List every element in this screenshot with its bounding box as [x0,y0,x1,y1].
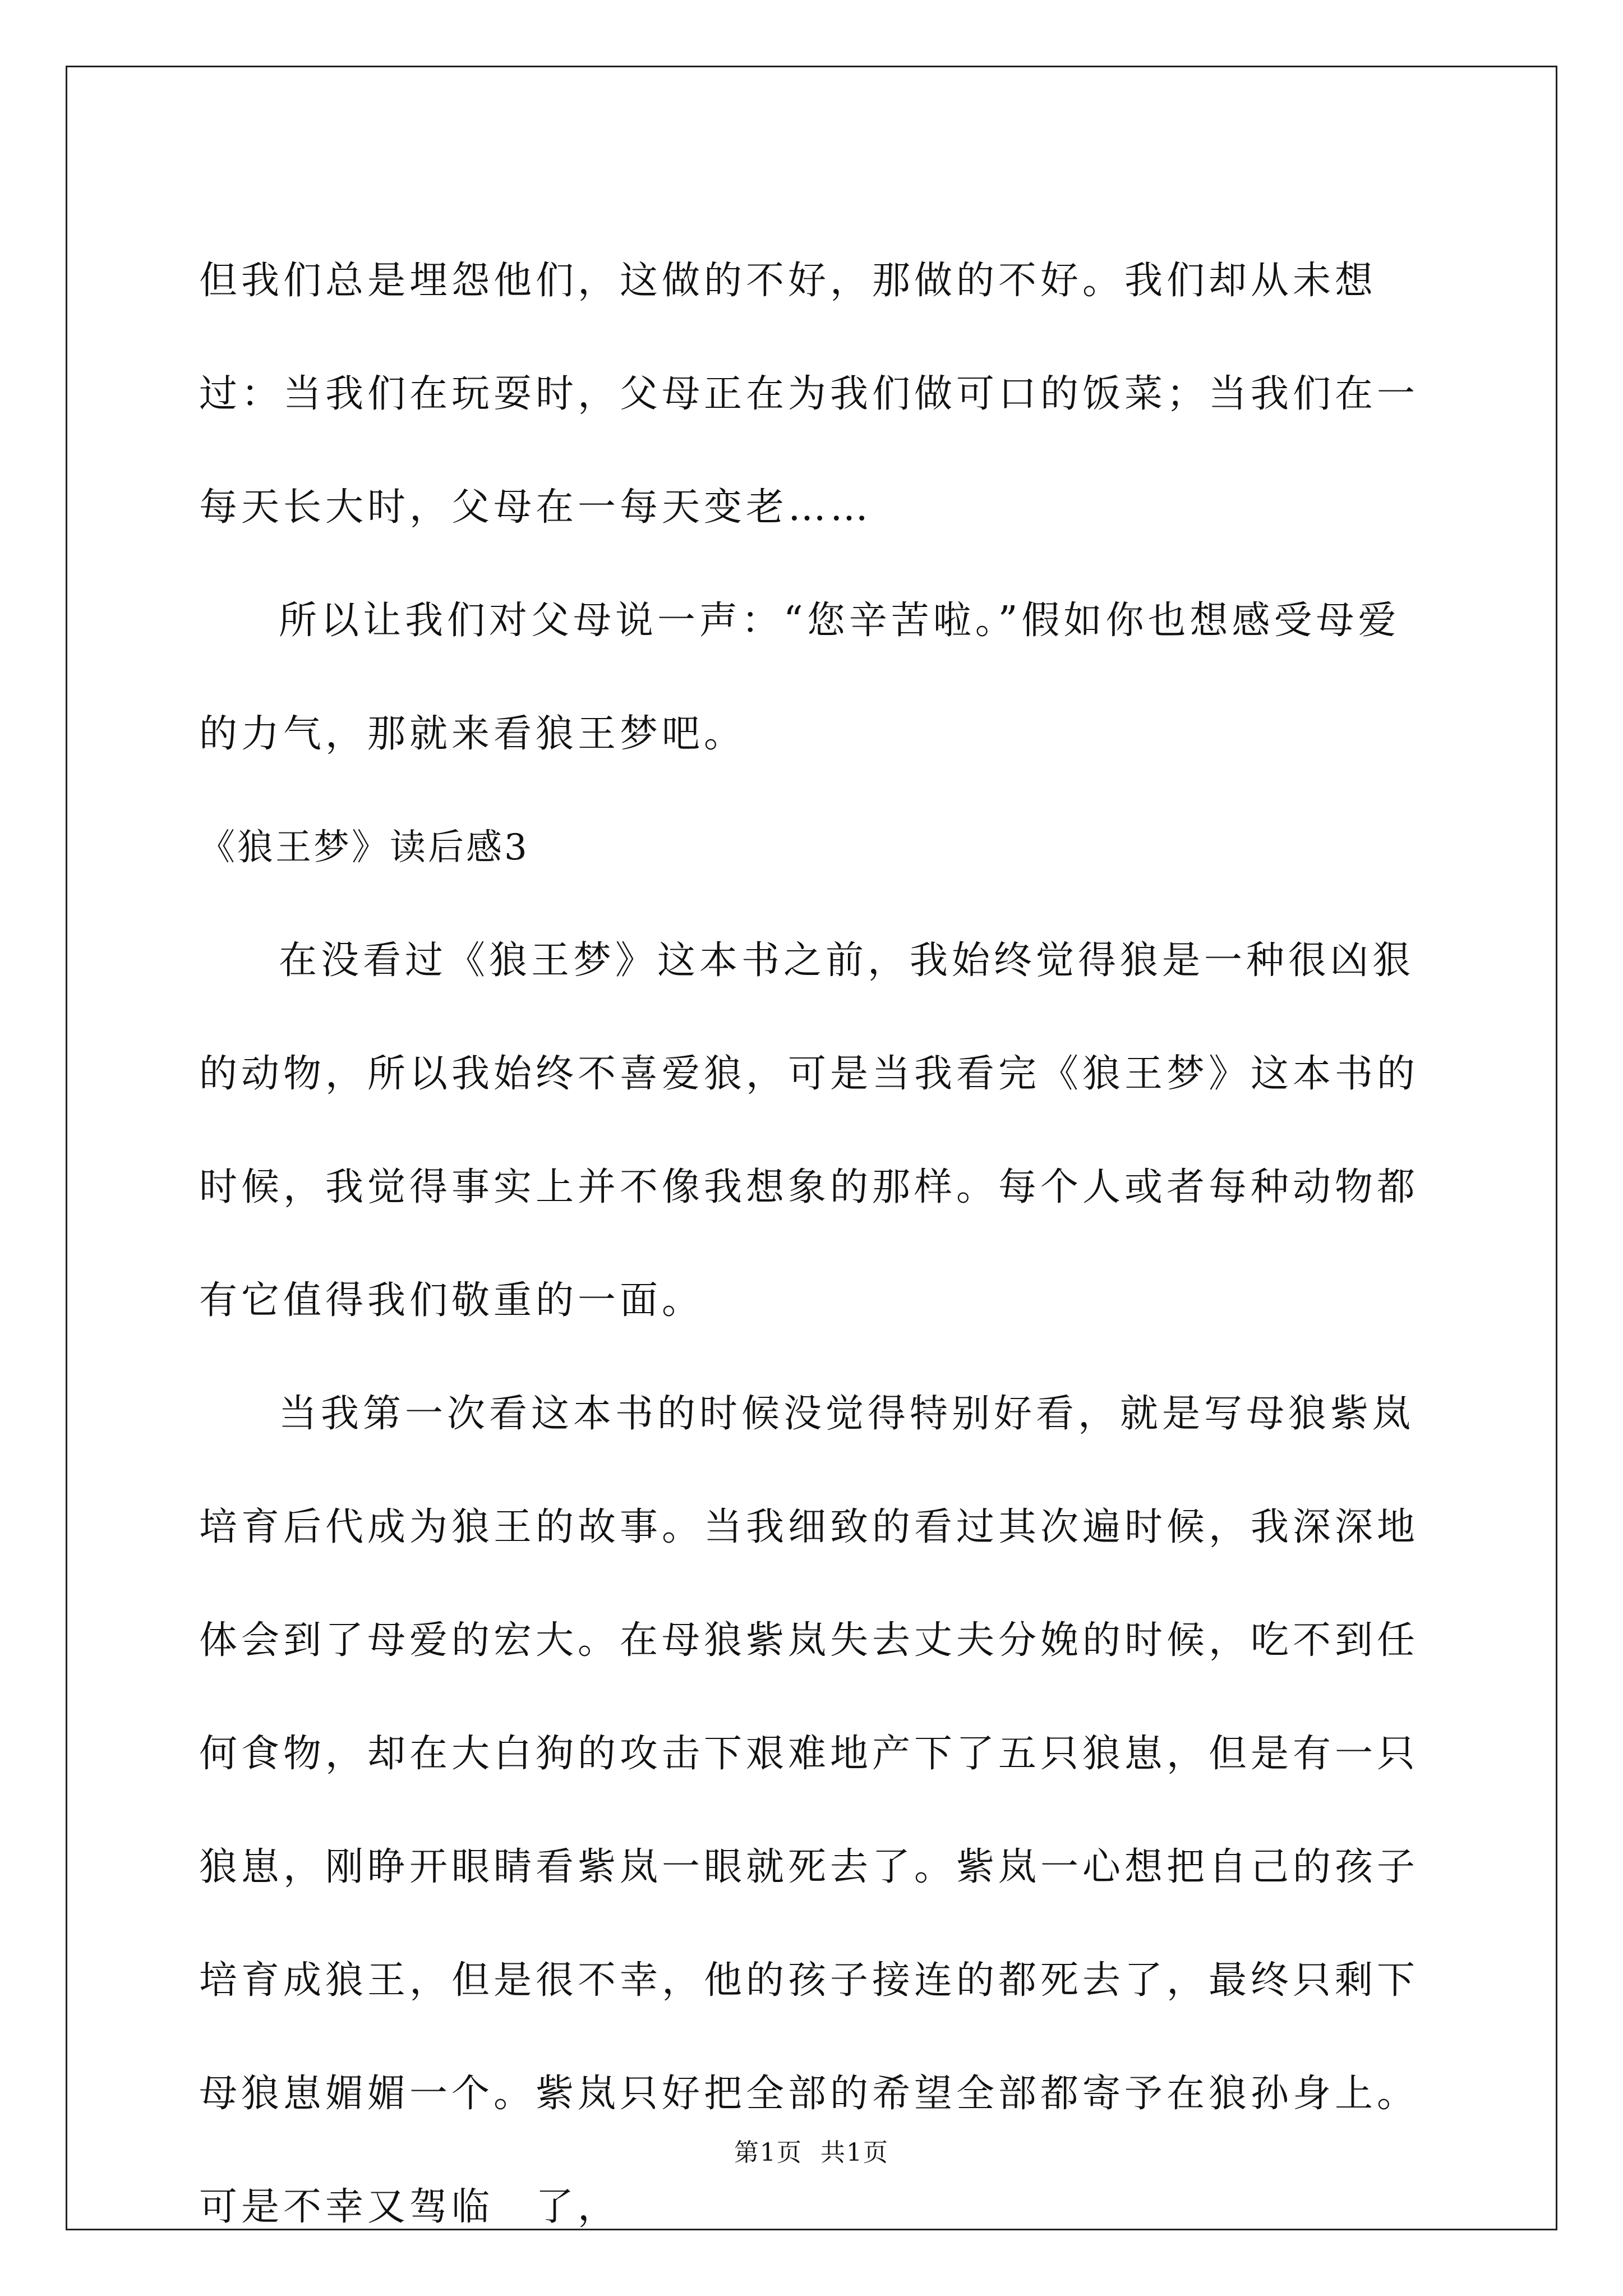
paragraph-1: 但我们总是埋怨他们，这做的不好，那做的不好。我们却从未想过：当我们在玩耍时，父母正在为我们做可口的饭菜；当我们在一每天长大时，父母在一每天变老…… [199,259,1419,530]
paragraph-4: 当我第一次看这本书的时候没觉得特别好看，就是写母狼紫岚培育后代成为狼王的故事。当我细致的看过其次遍时候，我深深地体会到了母爱的宏大。在母狼紫岚失去丈夫分娩的时候，吃不到任何食物，却在大白狗的攻击下艰难地产下了五只狼崽，但是有一只狼崽，刚睁开眼睛看紫岚一眼就死去了。紫岚一心想把自己的孩子培育成狼王，但是很不幸，他的孩子接连的都死去了，最终只剩下母狼崽媚媚一个。紫岚只好把全部的希望全部都寄予在狼孙身上。可是不幸又驾临 了， [199,1392,1419,2229]
paragraph-3: 在没看过《狼王梦》这本书之前，我始终觉得狼是一种很凶狠的动物，所以我始终不喜爱狼，可是当我看完《狼王梦》这本书的时候，我觉得事实上并不像我想象的那样。每个人或者每种动物都有它值得我们敬重的一面。 [199,938,1419,1323]
section-heading: 《狼王梦》读后感3 [199,827,529,868]
page-number-total: 共1页 [820,2138,889,2167]
paragraph-2: 所以让我们对父母说一声：“您辛苦啦。”假如你也想感受母爱的力气，那就来看狼王梦吧。 [199,599,1400,756]
document-body [199,224,1433,2264]
page-footer [0,2136,1623,2170]
page-number-current: 第1页 [734,2138,803,2167]
